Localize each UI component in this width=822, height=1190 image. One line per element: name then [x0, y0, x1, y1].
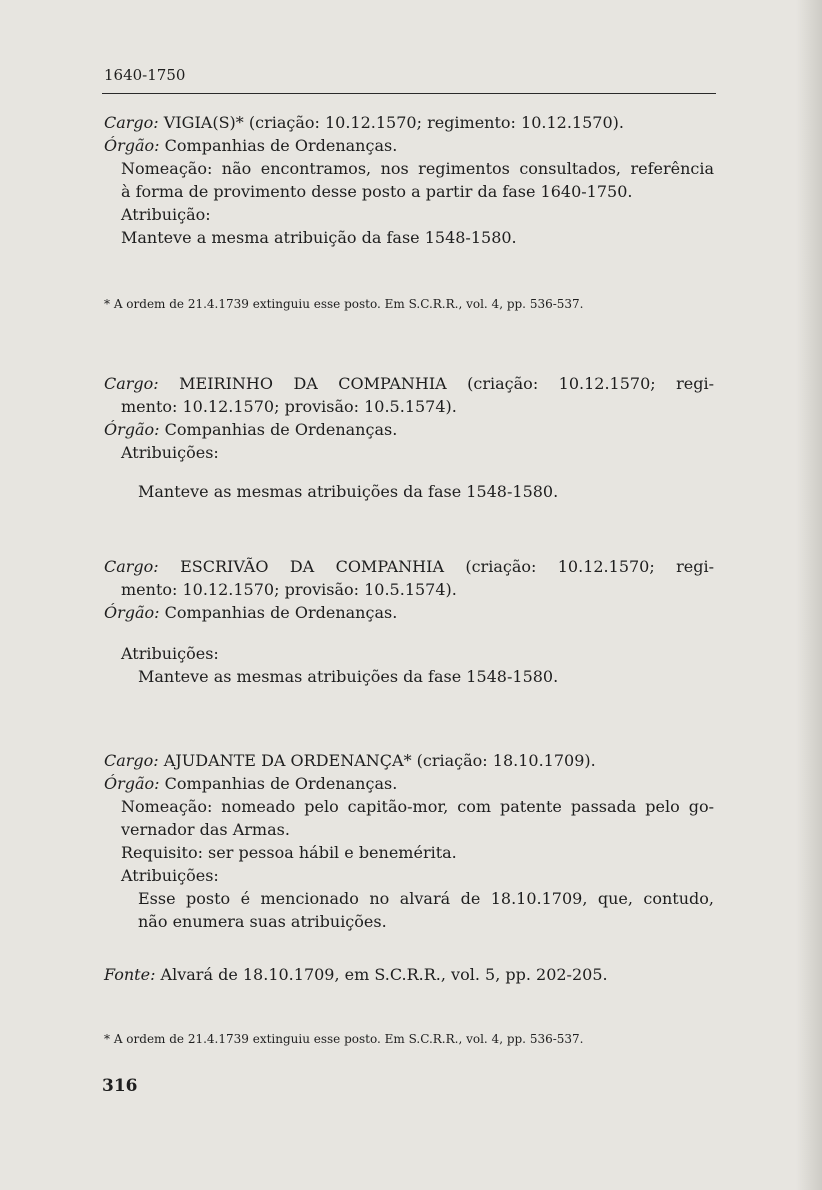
orgao-text: Companhias de Ordenanças.: [164, 420, 398, 439]
orgao-line: [104, 601, 714, 624]
header-rule: [102, 93, 716, 94]
fonte-text: Alvará de 18.10.1709, em S.C.R.R., vol. 5, pp. 202-205.: [160, 965, 608, 984]
cargo-text: AJUDANTE DA ORDENANÇA* (criação: 18.10.1709).: [163, 751, 596, 770]
cargo-text: ESCRIVÃO DA COMPANHIA (criação: 10.12.1570; regi-: [180, 557, 714, 576]
atribuicoes-label: Atribuições:: [121, 866, 219, 885]
orgao-line: [104, 418, 714, 441]
orgao-label: Órgão:: [104, 420, 160, 439]
cargo-label: Cargo:: [104, 751, 159, 770]
nomeacao-line-1: Nomeação: não encontramos, nos regimentos consultados, referência: [121, 159, 714, 178]
orgao-line: [104, 134, 714, 157]
requisito-line: Requisito: ser pessoa hábil e benemérita.: [121, 843, 457, 862]
entry-escrivao: [104, 555, 714, 688]
entry-ajudante: [104, 749, 714, 986]
entry-vigia: [104, 111, 714, 249]
fonte-line: [104, 963, 714, 986]
cargo-label: Cargo:: [104, 113, 159, 132]
orgao-text: Companhias de Ordenanças.: [164, 136, 398, 155]
cargo-text: VIGIA(S)* (criação: 10.12.1570; regimento: 10.12.1570).: [163, 113, 624, 132]
cargo-line: [104, 372, 714, 395]
cargo-line-2: mento: 10.12.1570; provisão: 10.5.1574).: [121, 580, 457, 599]
footnote-ajudante: * A ordem de 21.4.1739 extinguiu esse posto. Em S.C.R.R., vol. 4, pp. 536-537.: [104, 1032, 584, 1046]
page-number: 316: [102, 1076, 138, 1096]
orgao-label: Órgão:: [104, 774, 160, 793]
orgao-line: [104, 772, 714, 795]
atribuicao-label: Atribuição:: [121, 205, 211, 224]
cargo-line: [104, 111, 714, 134]
atribuicoes-text: Manteve as mesmas atribuições da fase 1548-1580.: [138, 667, 559, 686]
atribuicoes-label: Atribuições:: [121, 443, 219, 462]
atribuicao-text: Manteve a mesma atribuição da fase 1548-1580.: [121, 228, 517, 247]
cargo-line: [104, 749, 714, 772]
cargo-text: MEIRINHO DA COMPANHIA (criação: 10.12.1570; regi-: [179, 374, 715, 393]
footnote-vigia: * A ordem de 21.4.1739 extinguiu esse posto. Em S.C.R.R., vol. 4, pp. 536-537.: [104, 297, 584, 311]
atribuicoes-label: Atribuições:: [121, 644, 219, 663]
cargo-line: [104, 555, 714, 578]
orgao-text: Companhias de Ordenanças.: [164, 603, 398, 622]
cargo-label: Cargo:: [104, 557, 159, 576]
fonte-label: Fonte:: [104, 965, 156, 984]
orgao-label: Órgão:: [104, 603, 160, 622]
atribuicoes-line-2: não enumera suas atribuições.: [138, 912, 387, 931]
cargo-line-2: mento: 10.12.1570; provisão: 10.5.1574).: [121, 397, 457, 416]
nomeacao-line-2: vernador das Armas.: [121, 820, 290, 839]
orgao-text: Companhias de Ordenanças.: [164, 774, 398, 793]
atribuicoes-line-1: Esse posto é mencionado no alvará de 18.10.1709, que, contudo,: [138, 889, 714, 908]
orgao-label: Órgão:: [104, 136, 160, 155]
nomeacao-line-1: Nomeação: nomeado pelo capitão-mor, com patente passada pelo go-: [121, 797, 714, 816]
running-head: 1640-1750: [104, 66, 186, 84]
nomeacao-line-2: à forma de provimento desse posto a partir da fase 1640-1750.: [121, 182, 633, 201]
atribuicoes-text: Manteve as mesmas atribuições da fase 1548-1580.: [138, 482, 559, 501]
entry-meirinho: [104, 372, 714, 503]
cargo-label: Cargo:: [104, 374, 159, 393]
